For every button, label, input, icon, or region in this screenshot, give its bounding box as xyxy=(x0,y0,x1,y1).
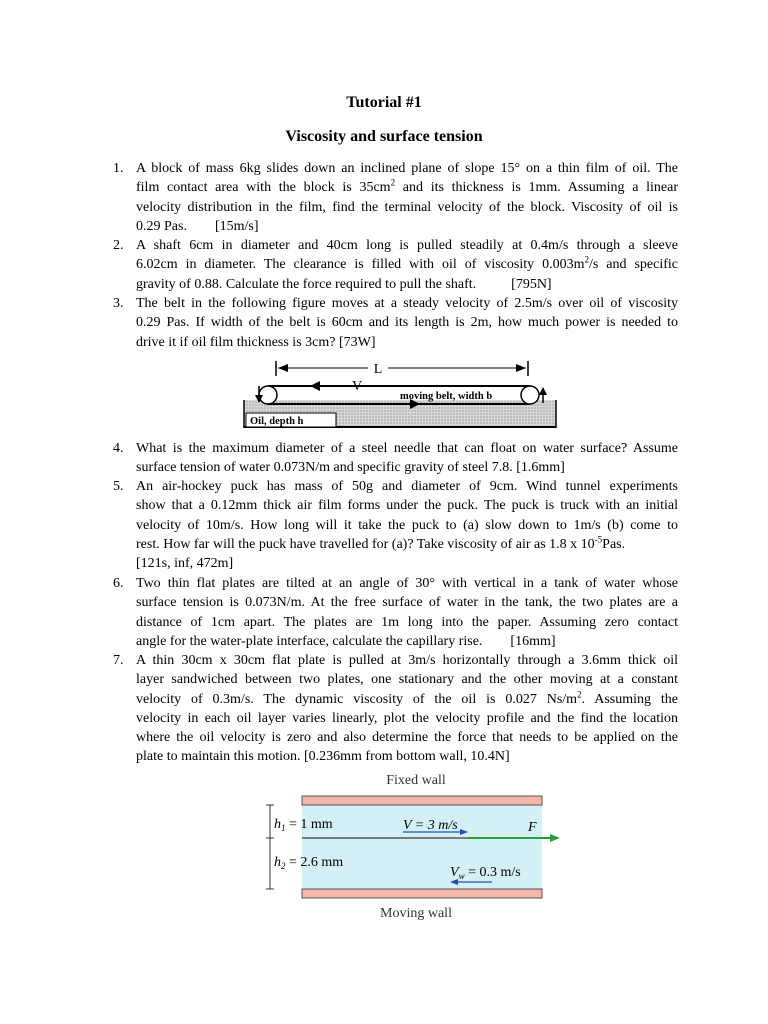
question-line: film contact area with the block is $35cm^2$ and its thickness is 1mm. Assuming a linear xyxy=(136,177,678,196)
question-line: show that a 0.12mm thick air film forms under the puck. The puck is truck with an initial xyxy=(136,498,678,514)
question-line: [121s, inf, 472m] xyxy=(136,556,234,572)
question-line: surface tension of water 0.073N/m and specific gravity of steel 7.8. [1.6mm] xyxy=(136,460,565,476)
velocity-label: V = 3 m/s xyxy=(403,818,458,833)
dimension-arrow-right xyxy=(516,364,526,372)
question-3 xyxy=(113,294,678,352)
question-number: 1. xyxy=(113,161,124,176)
question-4 xyxy=(113,439,678,478)
question-number: 4. xyxy=(113,441,124,456)
question-7 xyxy=(113,651,678,767)
question-line: 0.29 Pas. If width of the belt is 60cm and its length is 2m, how much power is needed to xyxy=(136,315,678,331)
question-number: 3. xyxy=(113,296,124,311)
question-1 xyxy=(113,159,678,236)
question-number: 2. xyxy=(113,238,124,253)
question-line: velocity distribution in the film, find the terminal velocity of the block. Viscosity of oil is xyxy=(136,199,678,215)
question-line: velocity of 10m/s. How long will it take the puck to (a) slow down to 1m/s (b) come to xyxy=(136,517,678,533)
moving-wall-label: Moving wall xyxy=(380,906,452,921)
question-line: A shaft 6cm in diameter and 40cm long is pulled steadily at 0.4m/s through a sleeve xyxy=(136,238,678,253)
force-label: F xyxy=(528,820,537,835)
question-line: Two thin flat plates are tilted at an angle of 30° with vertical in a tank of water whose xyxy=(136,576,678,591)
vw-label: $V_w = 0.3$ m/s xyxy=(450,865,521,881)
length-label: L xyxy=(373,362,383,377)
oil-label: Oil, depth h xyxy=(250,416,304,427)
question-number: 7. xyxy=(113,653,124,668)
question-number: 5. xyxy=(113,479,124,494)
belt-figure xyxy=(240,356,560,432)
question-line: An air-hockey puck has mass of 50g and diameter of 9cm. Wind tunnel experiments xyxy=(136,479,678,494)
question-line: 6.02cm in diameter. The clearance is filled with oil of viscosity $0.003m^2/s$ and specific xyxy=(136,254,678,273)
question-line: surface tension is 0.073N/m. At the free surface of water in the tank, the two plates are a xyxy=(136,595,678,611)
question-line: What is the maximum diameter of a steel needle that can float on water surface? Assume xyxy=(136,441,678,456)
question-line: angle for the water-plate interface, calculate the capillary rise. [16mm] xyxy=(136,633,556,649)
question-6 xyxy=(113,574,678,651)
belt-label: moving belt, width b xyxy=(400,391,493,402)
question-line: rest. How far will the puck have travelled for (a)? Take viscosity of air as 1.8 x $10^{-5}Pas$. xyxy=(136,534,626,552)
fixed-wall-label: Fixed wall xyxy=(386,773,446,788)
velocity-label: V xyxy=(352,379,363,394)
question-line: 0.29 Pas. [15m/s] xyxy=(136,218,259,234)
question-line: A thin 30cm x 30cm flat plate is pulled at 3m/s horizontally through a 3.6mm thick oil xyxy=(136,653,678,668)
question-line: A block of mass 6kg slides down an inclined plane of slope 15° on a thin film of oil. The xyxy=(136,161,678,176)
h1-label: $h_1 = 1$ mm xyxy=(274,817,333,833)
question-line: The belt in the following figure moves at a steady velocity of 2.5m/s over oil of viscosity xyxy=(136,296,678,311)
question-line: plate to maintain this motion. [0.236mm from bottom wall, 10.4N] xyxy=(136,749,510,765)
dimension-arrow-left xyxy=(278,364,288,372)
question-line: layer sandwiched between two plates, one stationary and the other moving at a constant xyxy=(136,672,678,688)
page-title: Tutorial #1 xyxy=(346,94,422,111)
page-subtitle: Viscosity and surface tension xyxy=(285,128,483,145)
question-number: 6. xyxy=(113,576,124,591)
question-line: velocity in each oil layer varies linearly, plot the velocity profile and the find the location xyxy=(136,710,678,726)
question-line: velocity of 0.3m/s. The dynamic viscosity of the oil is 0.027 $Ns/m^2$. Assuming the xyxy=(136,688,678,707)
question-2 xyxy=(113,236,678,294)
pulley-right xyxy=(521,386,539,404)
question-line: distance of 1cm apart. The plates are 1m long into the paper. Assuming zero contact xyxy=(136,614,678,630)
moving-wall-plate xyxy=(302,889,542,898)
question-line: where the oil velocity is zero and also determine the force that needs to be applied on the xyxy=(136,730,678,746)
question-5 xyxy=(113,477,678,573)
question-line: gravity of 0.88. Calculate the force required to pull the shaft. [795N] xyxy=(136,276,552,292)
plates-figure xyxy=(258,768,568,928)
fixed-plate xyxy=(302,796,542,805)
question-line: drive it if oil film thickness is 3cm? [73W] xyxy=(136,334,376,350)
belt-top xyxy=(268,385,530,387)
h2-label: $h_2 = 2.6$ mm xyxy=(274,855,344,871)
